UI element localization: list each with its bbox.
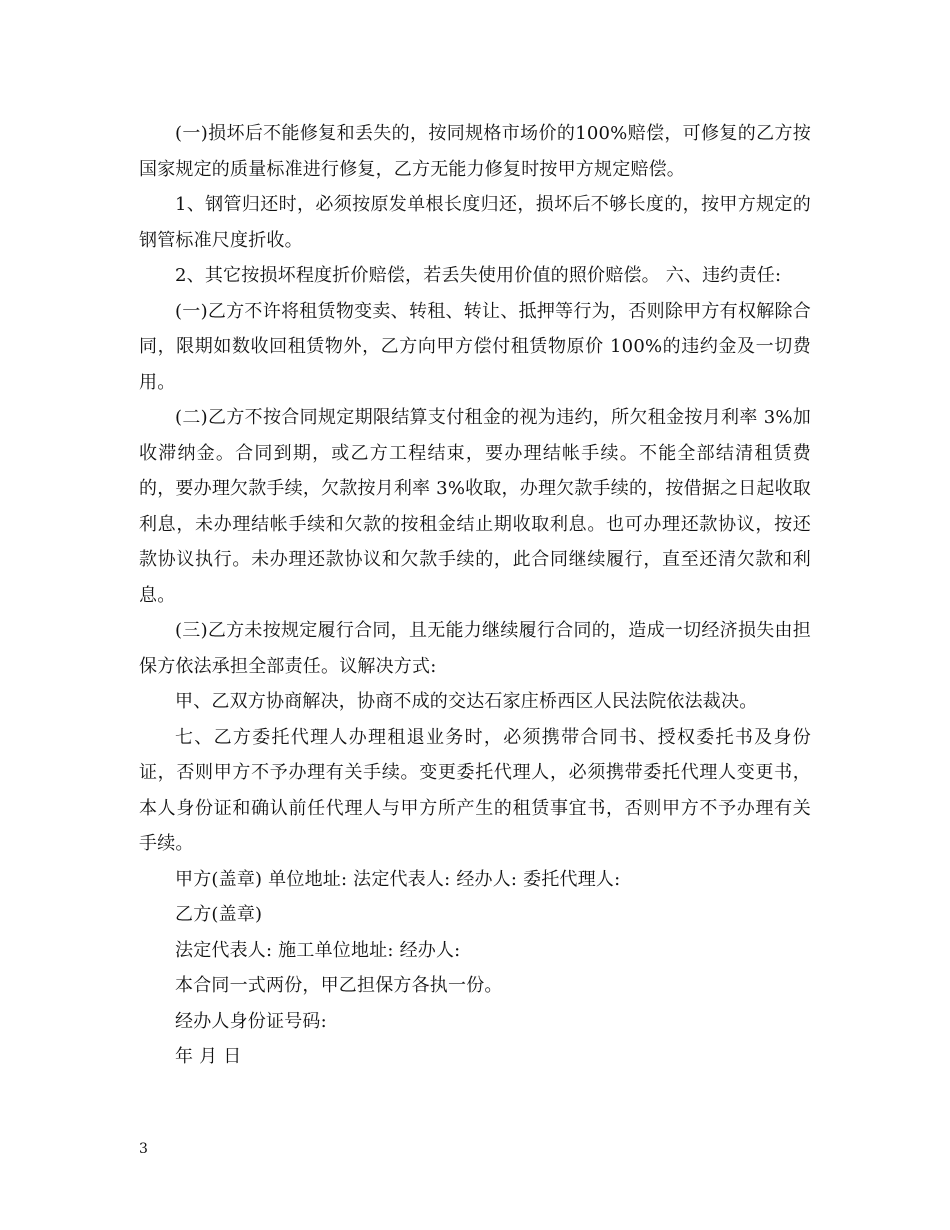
page-number: 3 <box>139 1141 148 1157</box>
paragraph-breach-item-2: (二)乙方不按合同规定期限结算支付租金的视为违约，所欠租金按月利率 3%加收滞纳金。合同到期，或乙方工程结束，要办理结帐手续。不能全部结清租赁费的，要办理欠款手续，欠款按月利率 3%收取，办理欠款手续的，按借据之日起收取利息，未办理结帐手续和欠款的按租金结止期收取利息。也可办理还款协议，按还款协议执行。未办理还款协议和欠款手续的，此合同继续履行，直至还清欠款和利息。 <box>139 407 811 606</box>
signature-line-date: 年 月 日 <box>175 1046 242 1067</box>
document-body <box>139 116 811 1075</box>
paragraph-copies: 本合同一式两份，甲乙担保方各执一份。 <box>175 975 503 996</box>
signature-line-party-b: 乙方(盖章) <box>175 904 263 925</box>
paragraph-breach-item-1: (一)乙方不许将租赁物变卖、转租、转让、抵押等行为，否则除甲方有权解除合同，限期如数收回租赁物外，乙方向甲方偿付租赁物原价 100%的违约金及一切费用。 <box>139 300 811 393</box>
paragraph-other-compensation: 2、其它按损坏程度折价赔偿，若丢失使用价值的照价赔偿。 六、违约责任: <box>175 265 782 286</box>
paragraph-dispute-resolution: 甲、乙双方协商解决，协商不成的交达石家庄桥西区人民法院依法裁决。 <box>175 691 758 712</box>
signature-line-id-number: 经办人身份证号码: <box>175 1010 327 1032</box>
paragraph-agent-clause: 七、乙方委托代理人办理租退业务时，必须携带合同书、授权委托书及身份证，否则甲方不予办理有关手续。变更委托代理人，必须携带委托代理人变更书，本人身份证和确认前任代理人与甲方所产生的租赁事宜书，否则甲方不予办理有关手续。 <box>139 726 811 854</box>
paragraph-breach-item-3: (三)乙方未按规定履行合同，且无能力继续履行合同的，造成一切经济损失由担保方依法承担全部责任。议解决方式: <box>139 620 811 677</box>
signature-line-representatives: 法定代表人: 施工单位地址: 经办人: <box>175 939 461 961</box>
paragraph-steel-pipe-return: 1、钢管归还时，必须按原发单根长度归还，损坏后不够长度的，按甲方规定的钢管标准尺度折收。 <box>139 194 811 251</box>
signature-line-party-a: 甲方(盖章) 单位地址: 法定代表人: 经办人: 委托代理人: <box>175 868 621 890</box>
paragraph-damage-compensation: (一)损坏后不能修复和丢失的，按同规格市场价的100%赔偿，可修复的乙方按国家规定的质量标准进行修复，乙方无能力修复时按甲方规定赔偿。 <box>139 123 811 180</box>
